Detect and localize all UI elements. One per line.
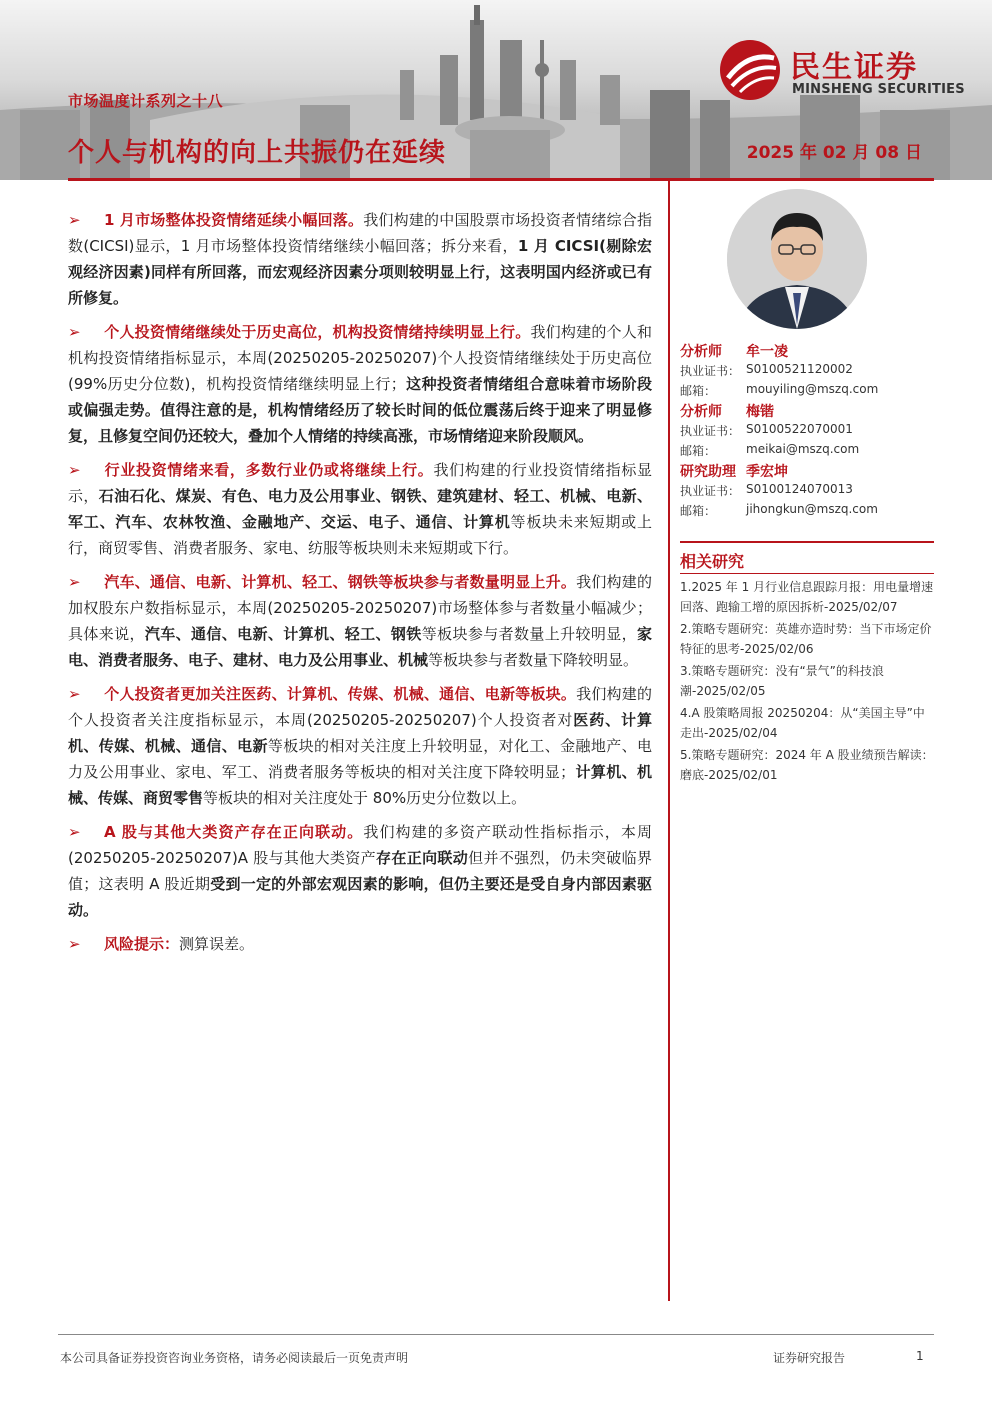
bullet-emphasis: 受到一定的外部宏观因素的影响，但仍主要还是受自身内部因素驱动。 <box>68 875 652 919</box>
bullet-text: 等板块的相对关注度上升较明显，对化工、金融地产、电力及公用事业、家电、军工、消费者服务等板块的相对关注度下降较明显； <box>68 737 652 781</box>
analyst-role: 分析师 <box>680 344 722 360</box>
cert-label: 执业证书： <box>680 484 741 498</box>
bullet-heading: 1 月市场整体投资情绪延续小幅回落。 <box>104 211 364 229</box>
bullet-emphasis: 计算机、机械、传媒、商贸零售 <box>68 763 652 807</box>
bullet-arrow-icon: ➢ <box>68 461 81 479</box>
analyst-email[interactable]: mouyiling@mszq.com <box>746 382 879 396</box>
bullet-arrow-icon: ➢ <box>68 211 81 229</box>
footer-report-type: 证券研究报告 <box>773 1351 846 1365</box>
bullet-emphasis: 家电、消费者服务、电子、建材、电力及公用事业、机械 <box>68 625 652 669</box>
cert-number: S0100521120002 <box>746 362 853 376</box>
analyst-name: 梅锴 <box>746 404 774 420</box>
bullet-text: 等板块的相对关注度处于 80%历史分位数以上。 <box>203 789 527 807</box>
summary-bullet <box>68 819 652 923</box>
email-label: 邮箱： <box>680 444 717 458</box>
bullet-heading: 个人投资者更加关注医药、计算机、传媒、机械、通信、电新等板块。 <box>104 685 577 703</box>
analyst-photo <box>727 189 867 329</box>
bullet-text: 我们构建的行业投资情绪指标显示， <box>68 461 652 505</box>
logo-text-en: MINSHENG SECURITIES <box>792 82 965 97</box>
summary-bullet <box>68 569 652 673</box>
report-title: 个人与机构的向上共振仍在延续 <box>68 138 447 168</box>
analyst-portrait-icon <box>727 189 867 329</box>
related-divider <box>680 541 934 543</box>
bullet-text: 测算误差。 <box>179 935 255 953</box>
bullet-arrow-icon: ➢ <box>68 823 81 841</box>
analyst-email[interactable]: jihongkun@mszq.com <box>746 502 878 516</box>
bullet-text: 等板块参与者数量上升较明显， <box>421 625 637 643</box>
bullet-text: 等板块参与者数量下降较明显。 <box>428 651 639 669</box>
column-divider <box>668 181 670 1301</box>
header-divider <box>68 178 934 181</box>
analyst-role: 分析师 <box>680 404 722 420</box>
bullet-emphasis: 存在正向联动 <box>376 849 469 867</box>
footer-divider <box>58 1334 934 1335</box>
summary-bullet <box>68 207 652 311</box>
email-label: 邮箱： <box>680 384 717 398</box>
bullet-emphasis: 汽车、通信、电新、计算机、轻工、钢铁 <box>144 625 422 643</box>
summary-bullet <box>68 457 652 561</box>
bullet-text: 等板块未来短期或上行，商贸零售、消费者服务、家电、纺服等板块则未来短期或下行。 <box>68 513 652 557</box>
bullet-emphasis: 1 月 CICSI(剔除宏观经济因素)同样有所回落，而宏观经济因素分项则较明显上行，这表明国内经济或已有所修复。 <box>68 237 652 307</box>
bullet-text: 我们构建的个人和机构投资情绪指标显示，本周(20250205-20250207)个人投资情绪继续处于历史高位(99%历史分位数)，机构投资情绪继续明显上行； <box>68 323 652 393</box>
cert-label: 执业证书： <box>680 364 741 378</box>
bullet-arrow-icon: ➢ <box>68 573 81 591</box>
bullet-emphasis: 医药、计算机、传媒、机械、通信、电新 <box>68 711 652 755</box>
analyst-name: 季宏坤 <box>746 464 788 480</box>
bullet-arrow-icon: ➢ <box>68 685 81 703</box>
bullet-text: 我们构建的中国股票市场投资者情绪综合指数(CICSI)显示，1 月市场整体投资情绪继续小幅回落；拆分来看， <box>68 211 652 255</box>
bullet-heading: 行业投资情绪来看，多数行业仍或将继续上行。 <box>104 461 434 479</box>
summary-bullet <box>68 319 652 449</box>
header-banner <box>0 0 992 180</box>
related-item[interactable]: 3.策略专题研究：没有“景气”的科技浪潮-2025/02/05 <box>680 664 884 698</box>
related-list <box>680 577 934 787</box>
summary-column <box>68 207 652 965</box>
bullet-heading: 风险提示： <box>104 935 180 953</box>
bullet-heading: 个人投资情绪继续处于历史高位，机构投资情绪持续明显上行。 <box>104 323 531 341</box>
cert-number: S0100522070001 <box>746 422 853 436</box>
page-number: 1 <box>916 1349 924 1363</box>
logo-mark-icon <box>718 38 782 102</box>
footer-disclaimer: 本公司具备证券投资咨询业务资格，请务必阅读最后一页免责声明 <box>60 1351 409 1365</box>
related-item[interactable]: 2.策略专题研究：英雄亦造时势：当下市场定价特征的思考-2025/02/06 <box>680 622 932 656</box>
related-item[interactable]: 5.策略专题研究：2024 年 A 股业绩预告解读：磨底-2025/02/01 <box>680 748 934 782</box>
bullet-emphasis: 石油石化、煤炭、有色、电力及公用事业、钢铁、建筑建材、轻工、机械、电新、军工、汽车、农林牧渔、金融地产、交运、电子、通信、计算机 <box>68 487 652 531</box>
cert-number: S0100124070013 <box>746 482 853 496</box>
bullet-text: 我们构建的多资产联动性指标指示，本周(20250205-20250207)A 股与其他大类资产 <box>68 823 652 867</box>
cert-label: 执业证书： <box>680 424 741 438</box>
analyst-role: 研究助理 <box>680 464 736 480</box>
report-date: 2025 年 02 月 08 日 <box>746 143 922 163</box>
bullet-heading: A 股与其他大类资产存在正向联动。 <box>104 823 364 841</box>
summary-bullet <box>68 931 652 957</box>
report-series: 市场温度计系列之十八 <box>68 92 224 110</box>
related-title: 相关研究 <box>680 552 745 571</box>
email-label: 邮箱： <box>680 504 717 518</box>
bullet-text: 但并不强烈，仍未突破临界值；这表明 A 股近期 <box>68 849 652 893</box>
logo-text-cn: 民生证券 <box>790 50 918 85</box>
bullet-text: 我们构建的个人投资者关注度指标显示，本周(20250205-20250207)个人投资者对 <box>68 685 652 729</box>
summary-bullet <box>68 681 652 811</box>
bullet-arrow-icon: ➢ <box>68 935 81 953</box>
bullet-text: 我们构建的加权股东户数指标显示，本周(20250205-20250207)市场整体参与者数量小幅减少；具体来说， <box>68 573 652 643</box>
analyst-email[interactable]: meikai@mszq.com <box>746 442 860 456</box>
bullet-arrow-icon: ➢ <box>68 323 81 341</box>
related-divider-bottom <box>680 573 934 574</box>
related-item[interactable]: 4.A 股策略周报 20250204：从“美国主导”中走出-2025/02/04 <box>680 706 925 740</box>
analyst-name: 牟一凌 <box>746 344 788 360</box>
bullet-heading: 汽车、通信、电新、计算机、轻工、钢铁等板块参与者数量明显上升。 <box>104 573 577 591</box>
company-logo <box>718 38 968 102</box>
related-item[interactable]: 1.2025 年 1 月行业信息跟踪月报：用电量增速回落、跑输工增的原因拆析-2025/02/07 <box>680 580 934 614</box>
bullet-emphasis: 这种投资者情绪组合意味着市场阶段或偏强走势。值得注意的是，机构情绪经历了较长时间的低位震荡后终于迎来了明显修复，且修复空间仍还较大，叠加个人情绪的持续高涨，市场情绪迎来阶段顺风。 <box>68 375 652 445</box>
